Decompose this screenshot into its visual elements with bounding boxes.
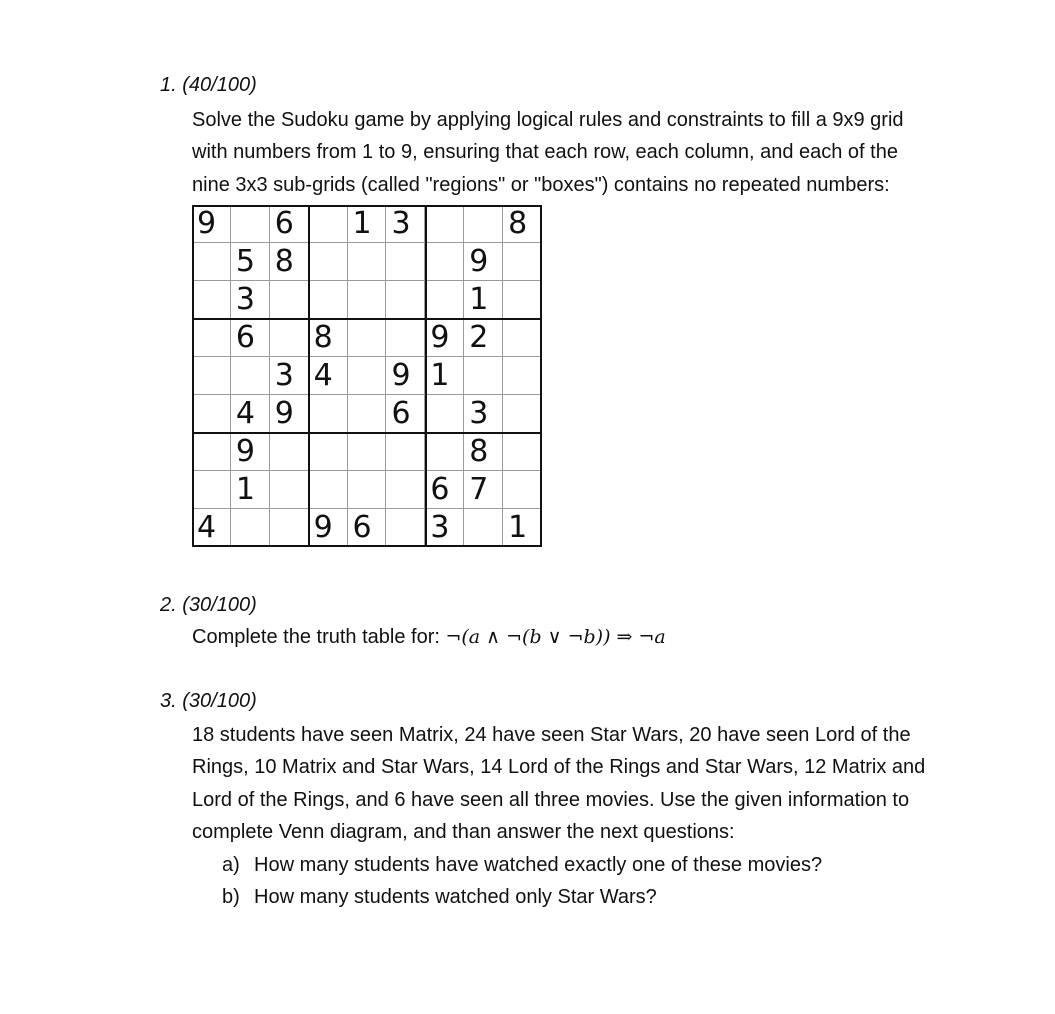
q3-line-1: 18 students have seen Matrix, 24 have seen Star Wars, 20 have seen Lord of the bbox=[192, 724, 911, 746]
q1-line-2: with numbers from 1 to 9, ensuring that each row, each column, and each of the bbox=[192, 141, 898, 163]
sudoku-cell-r4-c7: 9 bbox=[425, 319, 464, 357]
sudoku-cell-r8-c6 bbox=[386, 471, 425, 509]
sudoku-cell-r3-c9 bbox=[503, 281, 542, 319]
q1-line-1: Solve the Sudoku game by applying logical rules and constraints to fill a 9x9 grid bbox=[192, 109, 904, 131]
q3-line-2: Rings, 10 Matrix and Star Wars, 14 Lord of the Rings and Star Wars, 12 Matrix and bbox=[192, 756, 926, 778]
sudoku-cell-r1-c1: 9 bbox=[192, 205, 231, 243]
sudoku-cell-r5-c8 bbox=[464, 357, 503, 395]
sudoku-cell-r8-c5 bbox=[348, 471, 387, 509]
sudoku-cell-r3-c5 bbox=[348, 281, 387, 319]
sudoku-cell-r2-c7 bbox=[425, 243, 464, 281]
sudoku-cell-r7-c7 bbox=[425, 433, 464, 471]
sudoku-cell-r1-c6: 3 bbox=[386, 205, 425, 243]
sudoku-cell-r6-c4 bbox=[309, 395, 348, 433]
sudoku-cell-r4-c2: 6 bbox=[231, 319, 270, 357]
sudoku-cell-r1-c4 bbox=[309, 205, 348, 243]
sudoku-cell-r2-c4 bbox=[309, 243, 348, 281]
sudoku-cell-r6-c3: 9 bbox=[270, 395, 309, 433]
sudoku-cell-r9-c2 bbox=[231, 509, 270, 547]
sudoku-cell-r7-c6 bbox=[386, 433, 425, 471]
q3-subquestion-a bbox=[222, 849, 822, 881]
sudoku-cell-r4-c8: 2 bbox=[464, 319, 503, 357]
sudoku-cell-r3-c7 bbox=[425, 281, 464, 319]
sudoku-cell-r8-c4 bbox=[309, 471, 348, 509]
sudoku-cell-r4-c1 bbox=[192, 319, 231, 357]
sudoku-cell-r3-c3 bbox=[270, 281, 309, 319]
sudoku-cell-r9-c4: 9 bbox=[309, 509, 348, 547]
q2-line bbox=[192, 621, 666, 653]
sudoku-cell-r1-c3: 6 bbox=[270, 205, 309, 243]
sudoku-cell-r1-c9: 8 bbox=[503, 205, 542, 243]
sudoku-cell-r3-c8: 1 bbox=[464, 281, 503, 319]
sudoku-cell-r5-c4: 4 bbox=[309, 357, 348, 395]
sudoku-cell-r6-c8: 3 bbox=[464, 395, 503, 433]
sudoku-cell-r6-c5 bbox=[348, 395, 387, 433]
sudoku-cell-r5-c9 bbox=[503, 357, 542, 395]
sudoku-cell-r6-c1 bbox=[192, 395, 231, 433]
q3-line-3: Lord of the Rings, and 6 have seen all three movies. Use the given information to bbox=[192, 789, 910, 811]
sudoku-cell-r4-c5 bbox=[348, 319, 387, 357]
sudoku-cell-r4-c4: 8 bbox=[309, 319, 348, 357]
sudoku-cell-r1-c2 bbox=[231, 205, 270, 243]
sudoku-cell-r7-c3 bbox=[270, 433, 309, 471]
sudoku-cell-r7-c4 bbox=[309, 433, 348, 471]
sudoku-cell-r6-c9 bbox=[503, 395, 542, 433]
sudoku-cell-r7-c2: 9 bbox=[231, 433, 270, 471]
sudoku-cell-r3-c4 bbox=[309, 281, 348, 319]
q2-score: (30/100) bbox=[182, 594, 257, 616]
sudoku-cell-r3-c1 bbox=[192, 281, 231, 319]
q3-subquestion-a-label: a) bbox=[222, 854, 240, 876]
sudoku-cell-r4-c9 bbox=[503, 319, 542, 357]
sudoku-grid bbox=[192, 205, 542, 547]
sudoku-cell-r4-c3 bbox=[270, 319, 309, 357]
sudoku-cell-r1-c7 bbox=[425, 205, 464, 243]
sudoku-cell-r9-c1: 4 bbox=[192, 509, 231, 547]
q3-score: (30/100) bbox=[182, 690, 257, 712]
sudoku-cell-r3-c2: 3 bbox=[231, 281, 270, 319]
sudoku-cell-r2-c9 bbox=[503, 243, 542, 281]
sudoku-cell-r6-c6: 6 bbox=[386, 395, 425, 433]
sudoku-cell-r9-c6 bbox=[386, 509, 425, 547]
q3-subquestion-b bbox=[222, 881, 657, 913]
sudoku-cell-r8-c2: 1 bbox=[231, 471, 270, 509]
q3-number: 3. bbox=[160, 690, 177, 712]
sudoku-cell-r4-c6 bbox=[386, 319, 425, 357]
sudoku-cell-r5-c5 bbox=[348, 357, 387, 395]
q1-number: 1. bbox=[160, 74, 177, 96]
sudoku-cell-r1-c5: 1 bbox=[348, 205, 387, 243]
sudoku-cell-r5-c3: 3 bbox=[270, 357, 309, 395]
q3-subquestion-b-text: How many students watched only Star Wars? bbox=[254, 886, 657, 908]
sudoku-cell-r9-c9: 1 bbox=[508, 510, 528, 545]
sudoku-cell-r9-c3 bbox=[270, 509, 309, 547]
sudoku-cell-r7-c5 bbox=[348, 433, 387, 471]
q1-line-3: nine 3x3 sub-grids (called "regions" or "boxes") contains no repeated numbers: bbox=[192, 174, 890, 196]
sudoku-cell-r6-c2: 4 bbox=[231, 395, 270, 433]
sudoku-cell-r2-c6 bbox=[386, 243, 425, 281]
sudoku-cell-r9-c5: 6 bbox=[348, 509, 387, 547]
sudoku-cell-r8-c3 bbox=[270, 471, 309, 509]
q2-prefix: Complete the truth table for: bbox=[192, 626, 446, 648]
q2-formula: ¬(a ∧ ¬(b ∨ ¬b)) ⇒ ¬a bbox=[445, 626, 666, 648]
q1-heading bbox=[160, 74, 257, 97]
sudoku-cell-r3-c6 bbox=[386, 281, 425, 319]
sudoku-cell-r9-c8 bbox=[464, 509, 503, 547]
sudoku-cell-r2-c8: 9 bbox=[464, 243, 503, 281]
sudoku-cell-r2-c1 bbox=[192, 243, 231, 281]
q3-subquestion-b-label: b) bbox=[222, 886, 240, 908]
q1-score: (40/100) bbox=[182, 74, 257, 96]
sudoku-cell-r8-c9 bbox=[503, 471, 542, 509]
sudoku-cell-r7-c8: 8 bbox=[464, 433, 503, 471]
q3-heading bbox=[160, 690, 257, 713]
sudoku-cell-r8-c8: 7 bbox=[464, 471, 503, 509]
sudoku-cell-r5-c1 bbox=[192, 357, 231, 395]
sudoku-cell-r8-c7: 6 bbox=[425, 471, 464, 509]
sudoku-cell-r5-c6: 9 bbox=[386, 357, 425, 395]
sudoku-cell-r2-c2: 5 bbox=[231, 243, 270, 281]
sudoku-cell-r7-c1 bbox=[192, 433, 231, 471]
q2-number: 2. bbox=[160, 594, 177, 616]
sudoku-cell-r5-c7: 1 bbox=[425, 357, 464, 395]
sudoku-cell-r7-c9 bbox=[503, 433, 542, 471]
sudoku-cell-r2-c5 bbox=[348, 243, 387, 281]
q3-line-4: complete Venn diagram, and than answer the next questions: bbox=[192, 821, 735, 843]
sudoku-cell-r6-c7 bbox=[425, 395, 464, 433]
sudoku-cell-r2-c3: 8 bbox=[270, 243, 309, 281]
sudoku-cell-r1-c8 bbox=[464, 205, 503, 243]
sudoku-cell-r9-c7: 3 bbox=[425, 509, 464, 547]
sudoku-cell-r8-c1 bbox=[192, 471, 231, 509]
q2-heading bbox=[160, 594, 257, 617]
sudoku-cell-r5-c2 bbox=[231, 357, 270, 395]
q3-subquestion-a-text: How many students have watched exactly one of these movies? bbox=[254, 854, 823, 876]
